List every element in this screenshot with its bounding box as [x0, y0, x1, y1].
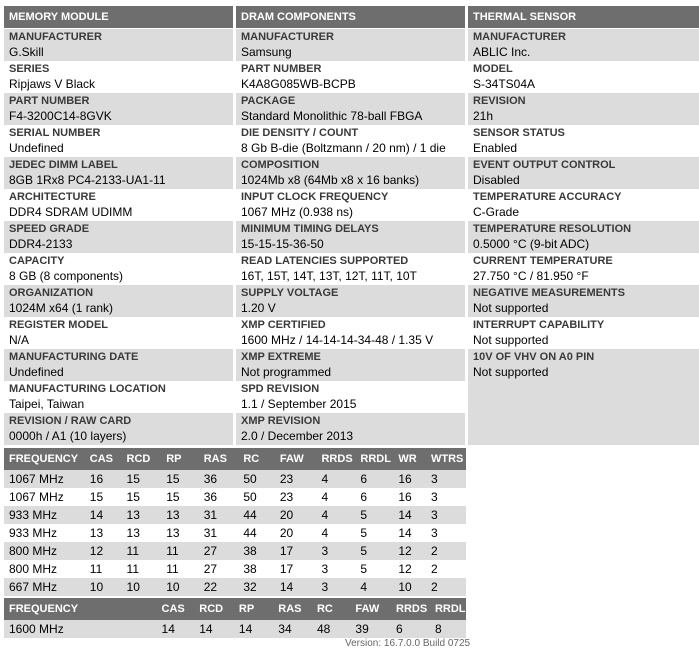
table-cell: 5: [355, 542, 393, 560]
column-header: FREQUENCY: [4, 448, 85, 470]
dram-field-value: K4A8G085WB-BCPB: [241, 77, 356, 91]
column-header: RCD: [194, 598, 234, 620]
dram-field-value: Not programmed: [241, 365, 332, 379]
table-cell: 12: [85, 542, 122, 560]
memory-module-field-label: SPEED GRADE: [9, 223, 90, 235]
table-cell: 38: [238, 560, 275, 578]
table-row: [4, 524, 466, 542]
table-cell: 3: [426, 524, 466, 542]
table-cell: 27: [199, 542, 239, 560]
table-cell: 6: [355, 488, 393, 506]
memory-module-fields: [4, 29, 233, 445]
column-header: FREQUENCY: [4, 598, 157, 620]
table-cell: 34: [273, 620, 312, 638]
memory-module-field-value: DDR4-2133: [9, 237, 73, 251]
dram-field-value: 1.1 / September 2015: [241, 397, 357, 411]
memory-module-field-label: SERIAL NUMBER: [9, 127, 101, 139]
table-cell: 15: [85, 488, 122, 506]
table-cell: 15: [122, 470, 162, 488]
dram-field: [236, 285, 465, 317]
thermal-field-label: TEMPERATURE RESOLUTION: [473, 223, 632, 235]
memory-module-field-label: MANUFACTURER: [9, 31, 102, 43]
thermal-field-value: 27.750 °C / 81.950 °F: [473, 269, 589, 283]
table-cell: 10: [122, 578, 162, 596]
table-cell: 36: [199, 488, 239, 506]
dram-field-label: SUPPLY VOLTAGE: [241, 287, 339, 299]
table-cell: 1067 MHz: [4, 488, 85, 506]
table-cell: 15: [161, 470, 198, 488]
thermal-field: [468, 125, 699, 157]
dram-field: [236, 189, 465, 221]
dram-field-label: MINIMUM TIMING DELAYS: [241, 223, 379, 235]
table-header-row: [4, 598, 466, 620]
table-cell: 23: [275, 470, 317, 488]
dram-field: [236, 221, 465, 253]
table-cell: 8: [430, 620, 466, 638]
column-header: RC: [312, 598, 350, 620]
dram-components-fields: [236, 29, 465, 445]
dram-field: [236, 125, 465, 157]
dram-field: [236, 157, 465, 189]
table-cell: 20: [275, 524, 317, 542]
table-cell: 1600 MHz: [4, 620, 157, 638]
table-cell: 50: [238, 470, 275, 488]
thermal-field: [468, 29, 699, 61]
memory-module-field-value: Undefined: [9, 365, 64, 379]
memory-module-field-label: JEDEC DIMM LABEL: [9, 159, 118, 171]
dram-field-label: SPD REVISION: [241, 383, 320, 395]
table-cell: 31: [199, 524, 239, 542]
thermal-field: [468, 61, 699, 93]
thermal-field: [468, 221, 699, 253]
memory-module-field-value: DDR4 SDRAM UDIMM: [9, 205, 133, 219]
table-cell: 15: [122, 488, 162, 506]
thermal-empty-cell: [468, 381, 699, 413]
dram-field: [236, 413, 465, 445]
column-header: RRDL: [355, 448, 393, 470]
table-cell: 39: [350, 620, 391, 638]
memory-module-column: [4, 0, 233, 445]
thermal-field: [468, 189, 699, 221]
memory-module-field-value: 0000h / A1 (10 layers): [9, 429, 127, 443]
memory-module-field: [4, 157, 233, 189]
dram-field: [236, 253, 465, 285]
table-cell: 11: [161, 542, 198, 560]
memory-module-field-label: MANUFACTURING DATE: [9, 351, 139, 363]
dram-field-value: 15-15-15-36-50: [241, 237, 324, 251]
table-cell: 13: [122, 506, 162, 524]
thermal-field-value: Disabled: [473, 173, 520, 187]
memory-module-field: [4, 125, 233, 157]
column-header: CAS: [85, 448, 122, 470]
table-cell: 3: [426, 488, 466, 506]
table-cell: 3: [316, 542, 355, 560]
table-cell: 13: [161, 506, 198, 524]
dram-field-label: COMPOSITION: [241, 159, 320, 171]
table-cell: 4: [316, 488, 355, 506]
table-cell: 32: [238, 578, 275, 596]
thermal-field-label: CURRENT TEMPERATURE: [473, 255, 613, 267]
table-cell: 50: [238, 488, 275, 506]
dram-field-label: XMP REVISION: [241, 415, 321, 427]
thermal-field: [468, 253, 699, 285]
dram-components-column: [236, 0, 465, 445]
dram-field: [236, 93, 465, 125]
table-cell: 5: [355, 506, 393, 524]
column-header: RP: [234, 598, 273, 620]
table-cell: 38: [238, 542, 275, 560]
thermal-field-label: EVENT OUTPUT CONTROL: [473, 159, 616, 171]
table-cell: 3: [426, 506, 466, 524]
table-cell: 4: [316, 524, 355, 542]
column-header: WTRS: [426, 448, 466, 470]
table-row: [4, 470, 466, 488]
table-cell: 2: [426, 560, 466, 578]
table-cell: 14: [194, 620, 234, 638]
table-cell: 31: [199, 506, 239, 524]
table-cell: 22: [199, 578, 239, 596]
thermal-field-value: Enabled: [473, 141, 518, 155]
memory-module-field-value: Taipei, Taiwan: [9, 397, 85, 411]
dram-field: [236, 29, 465, 61]
memory-module-field-value: Undefined: [9, 141, 64, 155]
dram-field-label: XMP EXTREME: [241, 351, 321, 363]
table-cell: 3: [316, 560, 355, 578]
table-cell: 800 MHz: [4, 560, 85, 578]
table-cell: 14: [157, 620, 195, 638]
xmp-timings-table: [4, 598, 466, 638]
column-header: RAS: [199, 448, 239, 470]
table-cell: 6: [391, 620, 430, 638]
column-header: FAW: [350, 598, 391, 620]
table-row: [4, 560, 466, 578]
memory-module-field-label: REVISION / RAW CARD: [9, 415, 132, 427]
table-cell: 1067 MHz: [4, 470, 85, 488]
dram-field-value: Standard Monolithic 78-ball FBGA: [241, 109, 423, 123]
table-cell: 16: [393, 470, 426, 488]
table-cell: 10: [393, 578, 426, 596]
table-cell: 36: [199, 470, 239, 488]
table-cell: 800 MHz: [4, 542, 85, 560]
thermal-field-label: 10V OF VHV ON A0 PIN: [473, 351, 595, 363]
table-row: [4, 542, 466, 560]
memory-module-field-value: 1024M x64 (1 rank): [9, 301, 114, 315]
memory-module-field-value: 8GB 1Rx8 PC4-2133-UA1-11: [9, 173, 166, 187]
table-cell: 3: [316, 578, 355, 596]
thermal-field-value: S-34TS04A: [473, 77, 536, 91]
table-cell: 4: [316, 506, 355, 524]
table-cell: 15: [161, 488, 198, 506]
thermal-field-value: Not supported: [473, 333, 549, 347]
table-cell: 5: [355, 524, 393, 542]
dram-field-label: INPUT CLOCK FREQUENCY: [241, 191, 389, 203]
table-cell: 4: [316, 470, 355, 488]
dram-field-label: DIE DENSITY / COUNT: [241, 127, 359, 139]
column-header: RC: [238, 448, 275, 470]
dram-field-value: 16T, 15T, 14T, 13T, 12T, 11T, 10T: [241, 269, 417, 283]
dram-field: [236, 381, 465, 413]
dram-field-value: 1024Mb x8 (64Mb x8 x 16 banks): [241, 173, 420, 187]
thermal-empty-cell: [468, 413, 699, 445]
table-cell: 2: [426, 578, 466, 596]
table-cell: 5: [355, 560, 393, 578]
table-cell: 14: [234, 620, 273, 638]
table-row: [4, 578, 466, 596]
thermal-field: [468, 349, 699, 381]
table-cell: 2: [426, 542, 466, 560]
dram-components-header: DRAM COMPONENTS: [236, 6, 465, 28]
dram-field-label: XMP CERTIFIED: [241, 319, 326, 331]
memory-module-field: [4, 253, 233, 285]
thermal-field-label: MODEL: [473, 63, 513, 75]
table-cell: 11: [161, 560, 198, 578]
table-cell: 13: [161, 524, 198, 542]
column-header: RAS: [273, 598, 312, 620]
column-header: CAS: [157, 598, 195, 620]
memory-module-field: [4, 413, 233, 445]
thermal-sensor-column: [468, 0, 699, 445]
dram-field: [236, 61, 465, 93]
memory-module-field: [4, 189, 233, 221]
table-cell: 20: [275, 506, 317, 524]
memory-module-field: [4, 221, 233, 253]
dram-field-value: 2.0 / December 2013: [241, 429, 354, 443]
table-cell: 12: [393, 560, 426, 578]
column-header: RRDL: [430, 598, 466, 620]
thermal-field-label: NEGATIVE MEASUREMENTS: [473, 287, 625, 299]
table-cell: 12: [393, 542, 426, 560]
table-cell: 27: [199, 560, 239, 578]
column-header: RRDS: [391, 598, 430, 620]
dram-field: [236, 317, 465, 349]
column-header: RRDS: [316, 448, 355, 470]
thermal-field-value: Not supported: [473, 365, 549, 379]
column-header: FAW: [275, 448, 317, 470]
table-cell: 14: [393, 506, 426, 524]
table-header-row: [4, 448, 466, 470]
thermal-field-label: MANUFACTURER: [473, 31, 566, 43]
table-cell: 13: [85, 524, 122, 542]
memory-module-field-value: G.Skill: [9, 45, 44, 59]
dram-field: [236, 349, 465, 381]
memory-module-field-label: ORGANIZATION: [9, 287, 94, 299]
table-cell: 11: [122, 560, 162, 578]
memory-module-field-value: Ripjaws V Black: [9, 77, 96, 91]
thermal-sensor-header: THERMAL SENSOR: [468, 6, 699, 28]
thermal-field-value: 21h: [473, 109, 494, 123]
dram-field-value: 1.20 V: [241, 301, 276, 315]
thermal-field-value: C-Grade: [473, 205, 520, 219]
column-header: WR: [393, 448, 426, 470]
table-cell: 44: [238, 524, 275, 542]
memory-module-field-label: SERIES: [9, 63, 50, 75]
table-cell: 933 MHz: [4, 524, 85, 542]
thermal-field-value: 0.5000 °C (9-bit ADC): [473, 237, 590, 251]
table-cell: 23: [275, 488, 317, 506]
table-row: [4, 488, 466, 506]
memory-module-field: [4, 61, 233, 93]
memory-module-field-value: N/A: [9, 333, 30, 347]
table-cell: 16: [85, 470, 122, 488]
thermal-field: [468, 285, 699, 317]
memory-module-field-label: MANUFACTURING LOCATION: [9, 383, 166, 395]
table-cell: 10: [161, 578, 198, 596]
memory-module-field: [4, 349, 233, 381]
thermal-field-value: Not supported: [473, 301, 549, 315]
table-row: [4, 620, 466, 638]
table-cell: 10: [85, 578, 122, 596]
column-header: RP: [161, 448, 198, 470]
table-cell: 6: [355, 470, 393, 488]
memory-module-field-label: CAPACITY: [9, 255, 65, 267]
jedec-timings-table: [4, 448, 466, 596]
thermal-field-label: TEMPERATURE ACCURACY: [473, 191, 622, 203]
table-cell: 17: [275, 542, 317, 560]
dram-field-label: PACKAGE: [241, 95, 296, 107]
table-cell: 14: [275, 578, 317, 596]
table-cell: 933 MHz: [4, 506, 85, 524]
thermal-field: [468, 93, 699, 125]
table-cell: 14: [393, 524, 426, 542]
memory-module-field: [4, 285, 233, 317]
thermal-field-label: SENSOR STATUS: [473, 127, 565, 139]
memory-module-header: MEMORY MODULE: [4, 6, 233, 28]
memory-module-field: [4, 29, 233, 61]
dram-field-label: READ LATENCIES SUPPORTED: [241, 255, 409, 267]
dram-field-value: 1600 MHz / 14-14-14-34-48 / 1.35 V: [241, 333, 434, 347]
table-cell: 48: [312, 620, 350, 638]
memory-module-field: [4, 93, 233, 125]
memory-module-field-value: 8 GB (8 components): [9, 269, 124, 283]
thermal-field-label: REVISION: [473, 95, 526, 107]
table-cell: 4: [355, 578, 393, 596]
version-label: Version: 16.7.0.0 Build 0725: [345, 638, 471, 649]
table-cell: 3: [426, 470, 466, 488]
memory-module-field-value: F4-3200C14-8GVK: [9, 109, 112, 123]
table-row: [4, 506, 466, 524]
thermal-field: [468, 157, 699, 189]
memory-module-field-label: REGISTER MODEL: [9, 319, 109, 331]
column-header: RCD: [122, 448, 162, 470]
thermal-field-value: ABLIC Inc.: [473, 45, 531, 59]
thermal-field-label: INTERRUPT CAPABILITY: [473, 319, 605, 331]
table-cell: 11: [122, 542, 162, 560]
table-cell: 16: [393, 488, 426, 506]
table-cell: 11: [85, 560, 122, 578]
dram-field-value: 8 Gb B-die (Boltzmann / 20 nm) / 1 die: [241, 141, 446, 155]
thermal-sensor-fields: [468, 29, 699, 445]
memory-module-field-label: ARCHITECTURE: [9, 191, 96, 203]
dram-field-label: PART NUMBER: [241, 63, 322, 75]
table-cell: 17: [275, 560, 317, 578]
memory-module-field-label: PART NUMBER: [9, 95, 90, 107]
thermal-field: [468, 317, 699, 349]
table-cell: 14: [85, 506, 122, 524]
table-cell: 44: [238, 506, 275, 524]
table-cell: 13: [122, 524, 162, 542]
table-cell: 667 MHz: [4, 578, 85, 596]
dram-field-label: MANUFACTURER: [241, 31, 334, 43]
memory-module-field: [4, 381, 233, 413]
dram-field-value: 1067 MHz (0.938 ns): [241, 205, 354, 219]
dram-field-value: Samsung: [241, 45, 292, 59]
memory-module-field: [4, 317, 233, 349]
